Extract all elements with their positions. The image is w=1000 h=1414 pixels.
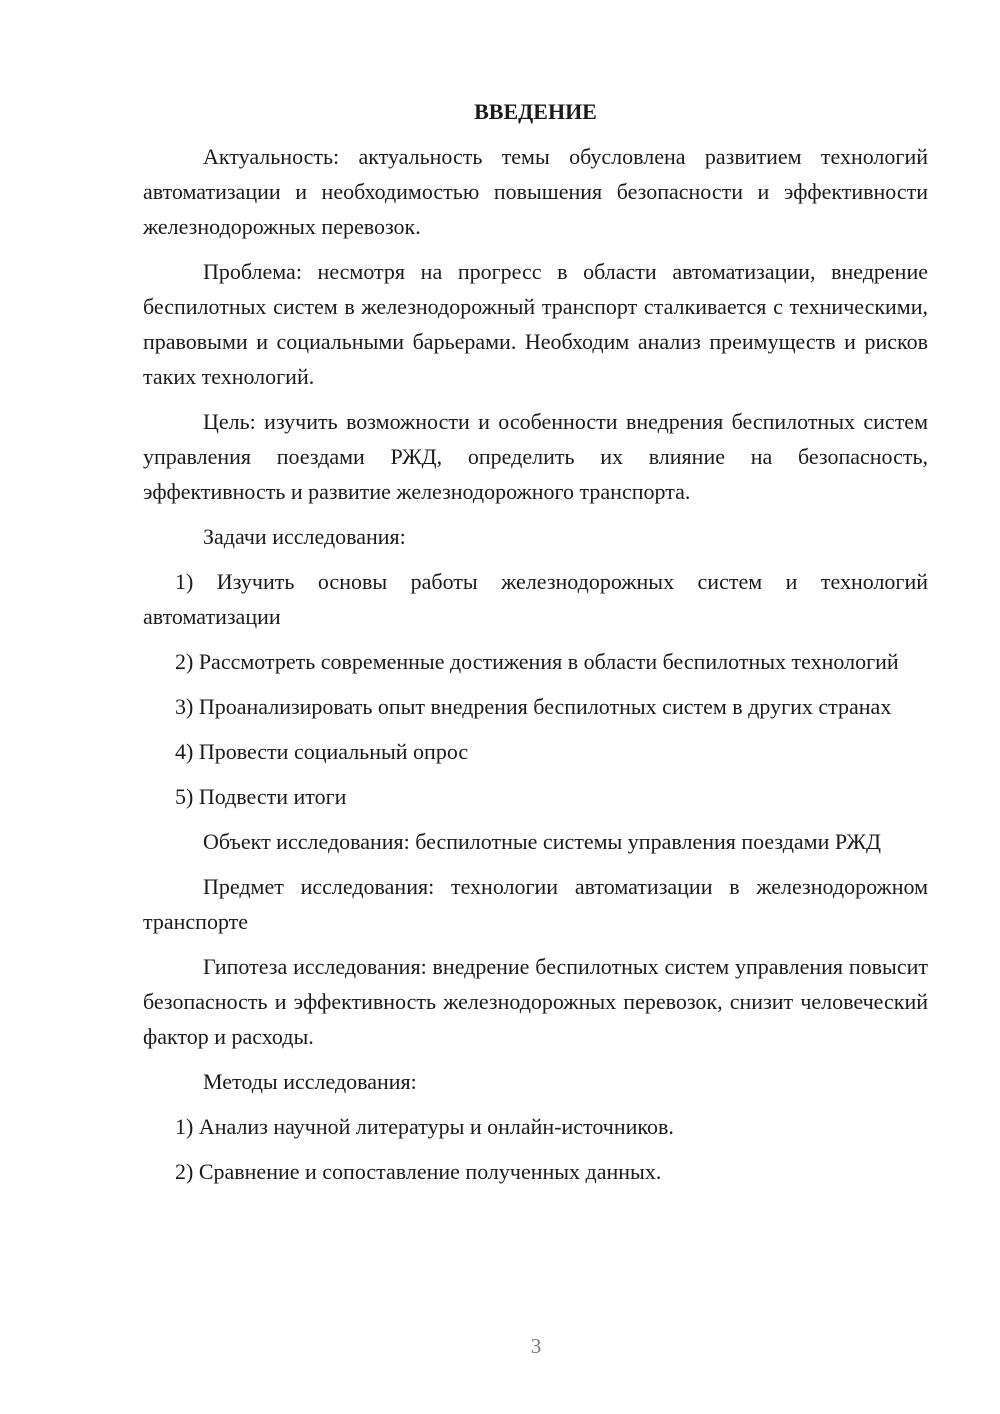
page-content: [143, 94, 928, 1199]
task-item: 4) Провести социальный опрос: [175, 739, 469, 764]
task-item: 2) Рассмотреть современные достижения в области беспилотных технологий: [175, 649, 899, 674]
tasks-title: Задачи исследования:: [203, 524, 406, 549]
section-heading: ВВЕДЕНИЕ: [474, 99, 597, 124]
paragraph-goal: Цель: изучить возможности и особенности внедрения беспилотных систем управления поездами РЖД, определить их влияние на безопасность, эффективность и развитие железнодорожного транспорта.: [143, 409, 928, 504]
methods-title: Методы исследования:: [203, 1069, 417, 1094]
paragraph-relevance: Актуальность: актуальность темы обусловлена развитием технологий автоматизации и необходимостью повышения безопасности и эффективности железнодорожных перевозок.: [143, 144, 928, 239]
method-item: 1) Анализ научной литературы и онлайн-источников.: [175, 1114, 674, 1139]
task-item: 5) Подвести итоги: [175, 784, 347, 809]
paragraph-subject: Предмет исследования: технологии автоматизации в железнодорожном транспорте: [143, 874, 928, 934]
method-item: 2) Сравнение и сопоставление полученных данных.: [175, 1159, 662, 1184]
paragraph-object: Объект исследования: беспилотные системы управления поездами РЖД: [203, 829, 882, 854]
paragraph-problem: Проблема: несмотря на прогресс в области автоматизации, внедрение беспилотных систем в железнодорожный транспорт сталкивается с техническими, правовыми и социальными барьерами. Необходим анализ преимуществ и рисков таких технологий.: [143, 259, 928, 389]
page-number: 3: [530, 1334, 542, 1358]
paragraph-hypothesis: Гипотеза исследования: внедрение беспилотных систем управления повысит безопасность и эффективность железнодорожных перевозок, снизит человеческий фактор и расходы.: [143, 954, 928, 1049]
task-item: 3) Проанализировать опыт внедрения беспилотных систем в других странах: [175, 694, 892, 719]
task-item: 1) Изучить основы работы железнодорожных систем и технологий автоматизации: [143, 569, 928, 629]
